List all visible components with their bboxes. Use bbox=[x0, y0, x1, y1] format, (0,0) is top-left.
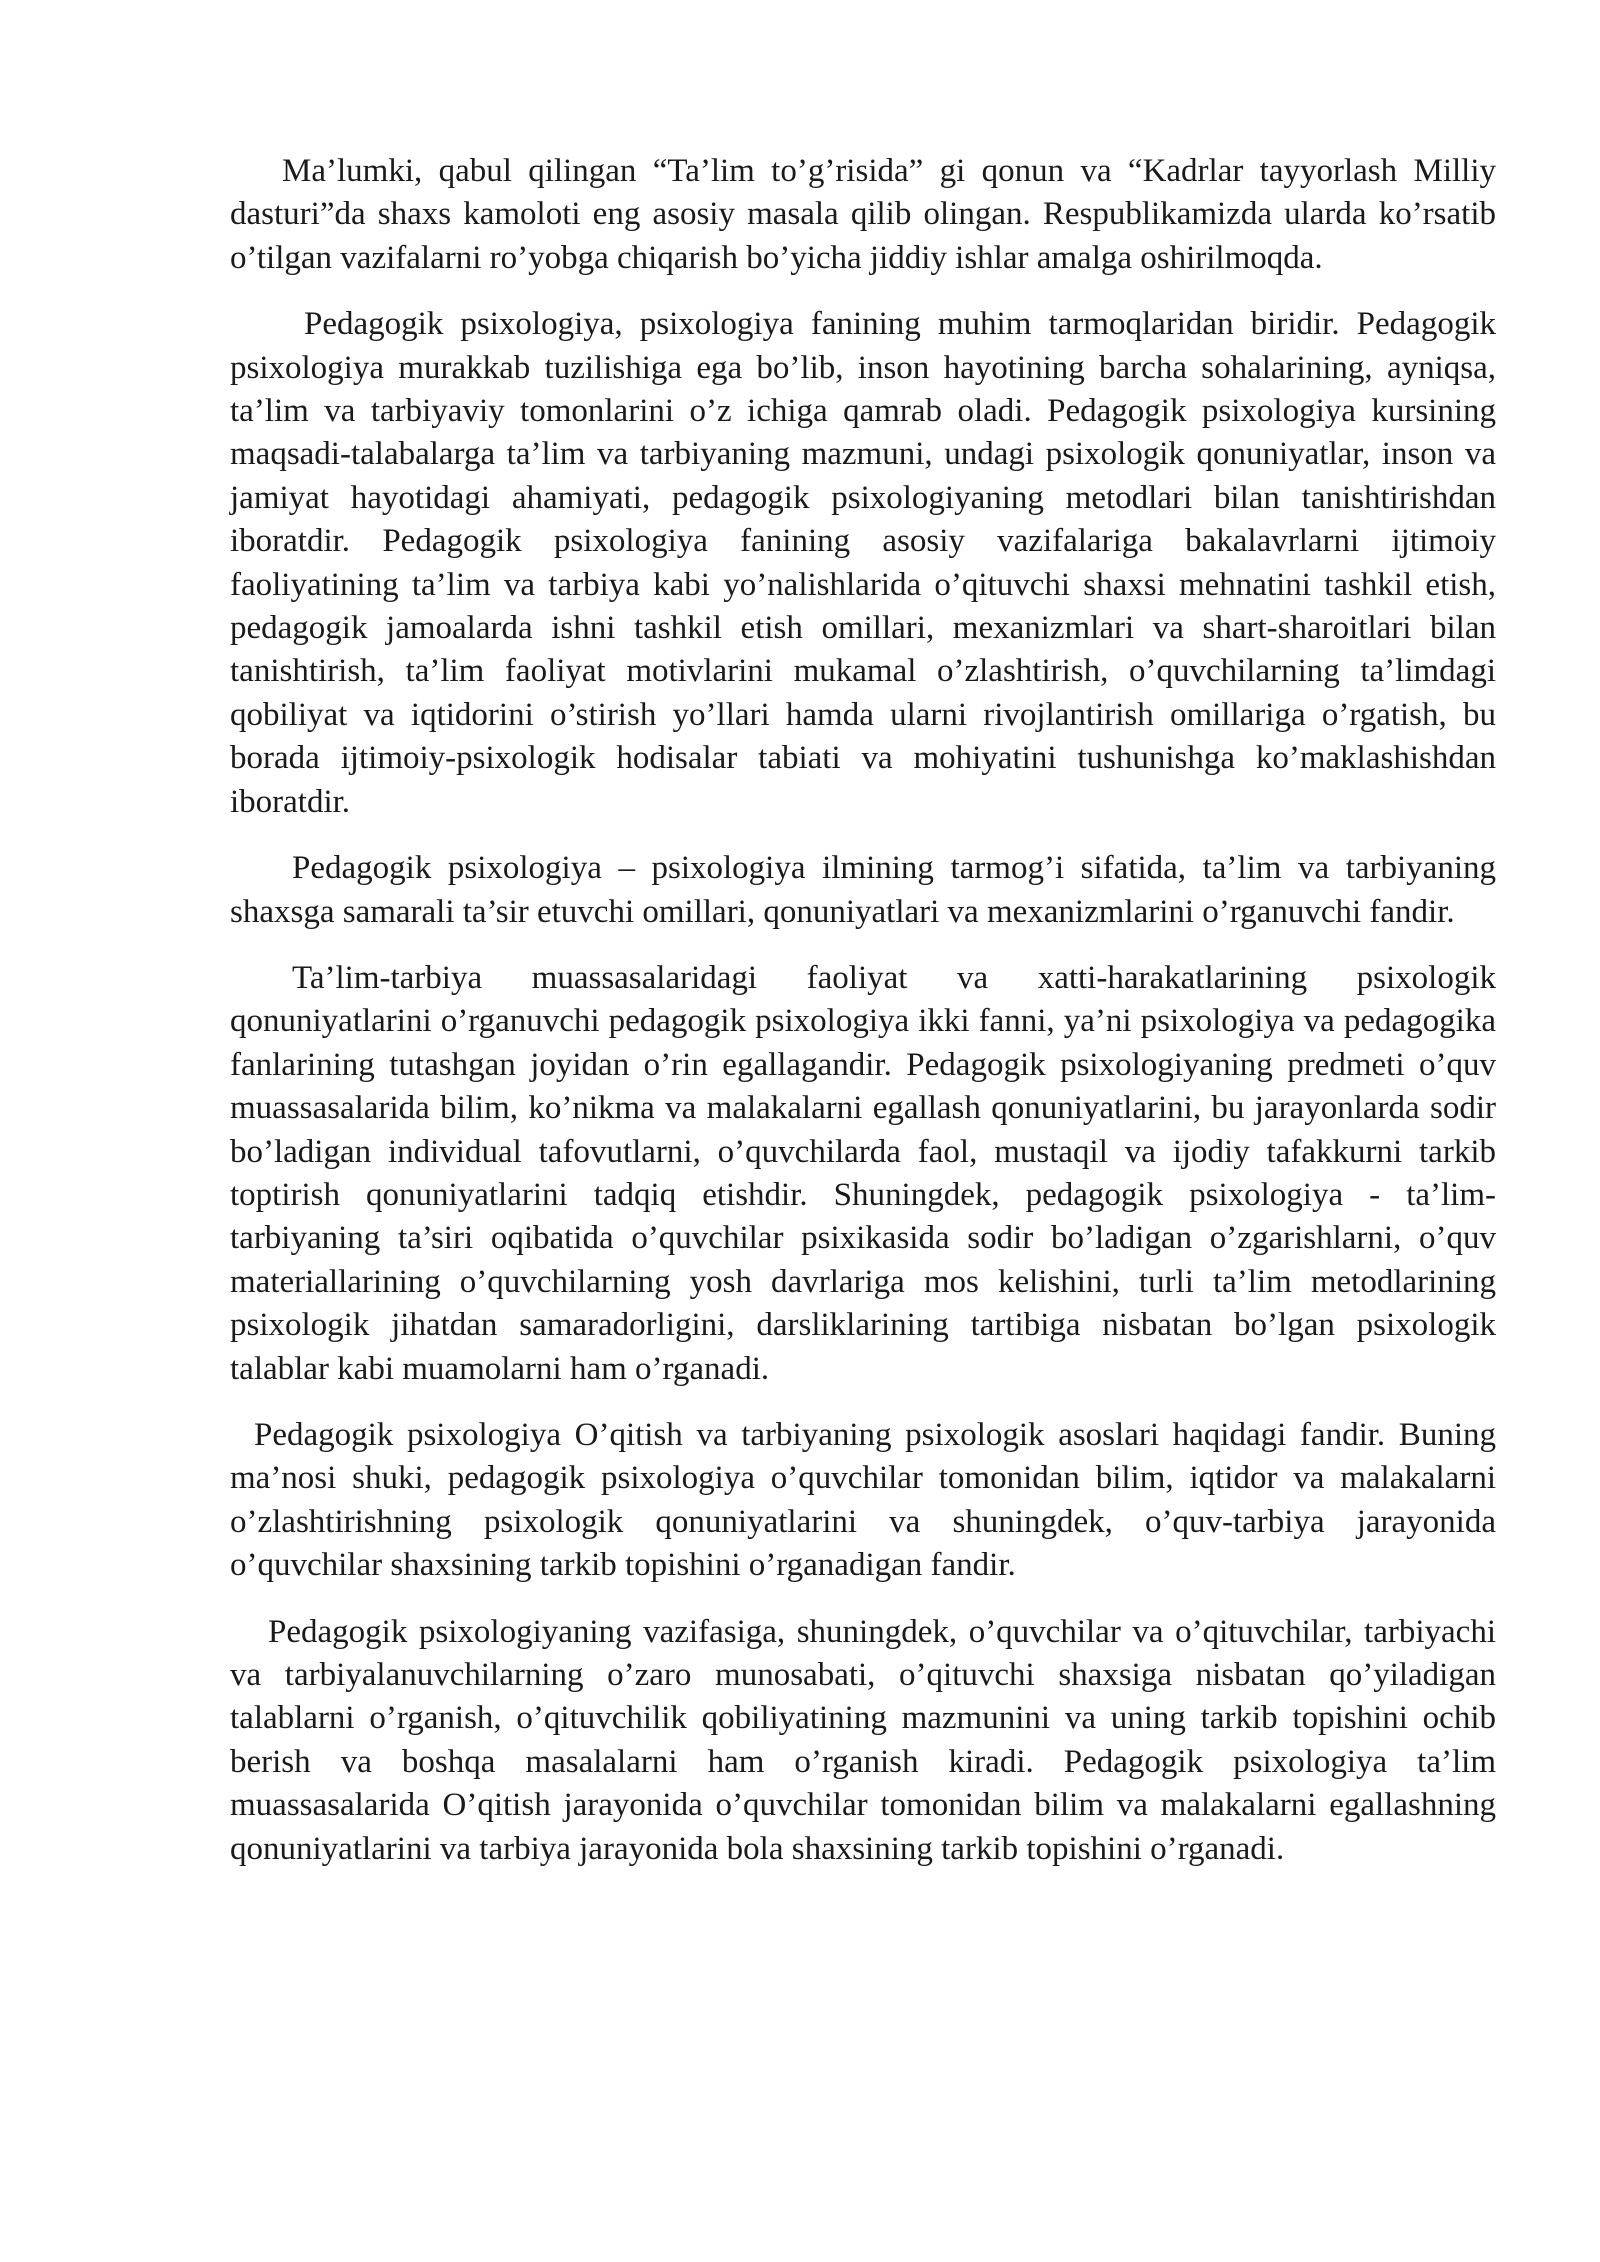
paragraph-6: Pedagogik psixologiyaning vazifasiga, shuningdek, o’quvchilar va o’qituvchilar, tarbiyachi va tarbiyalanuvchilarning o’zaro munosabati, o’qituvchi shaxsiga nisbatan qo’yiladigan talablarni o’rganish, o’qituvchilik qobiliyatining mazmunini va uning tarkib topishini ochib berish va boshqa masalalarni ham o’rganish kiradi. Pedagogik psixologiya ta’lim muassasalarida O’qitish jarayonida o’quvchilar tomonidan bilim va malakalarni egallashning qonuniyatlarini va tarbiya jarayonida bola shaxsining tarkib topishini o’rganadi. bbox=[230, 1613, 1496, 1867]
paragraph-2: Pedagogik psixologiya, psixologiya fanining muhim tarmoqlaridan biridir. Pedagogik psixologiya murakkab tuzilishiga ega bo’lib, inson hayotining barcha sohalarining, ayniqsa, ta’lim va tarbiyaviy tomonlarini o’z ichiga qamrab oladi. Pedagogik psixologiya kursining maqsadi-talabalarga ta’lim va tarbiyaning mazmuni, undagi psixologik qonuniyatlar, inson va jamiyat hayotidagi ahamiyati, pedagogik psixologiyaning metodlari bilan tanishtirishdan iboratdir. Pedagogik psixologiya fanining asosiy vazifalariga bakalavrlarni ijtimoiy faoliyatining ta’lim va tarbiya kabi yo’nalishlarida o’qituvchi shaxsi mehnatini tashkil etish, pedagogik jamoalarda ishni tashkil etish omillari, mexanizmlari va shart-sharoitlari bilan tanishtirish, ta’lim faoliyat motivlarini mukamal o’zlashtirish, o’quvchilarning ta’limdagi qobiliyat va iqtidorini o’stirish yo’llari hamda ularni rivojlantirish omillariga o’rgatish, bu borada ijtimoiy-psixologik hodisalar tabiati va mohiyatini tushunishga ko’maklashishdan iboratdir. bbox=[230, 306, 1496, 820]
paragraph-1: Ma’lumki, qabul qilingan “Ta’lim to’g’risida” gi qonun va “Kadrlar tayyorlash Milliy dasturi”da shaxs kamoloti eng asosiy masala qilib olingan. Respublikamizda ularda ko’rsatib o’tilgan vazifalarni ro’yobga chiqarish bo’yicha jiddiy ishlar amalga oshirilmoqda. bbox=[230, 153, 1496, 276]
document-page bbox=[230, 150, 1496, 1894]
paragraph-5: Pedagogik psixologiya O’qitish va tarbiyaning psixologik asoslari haqidagi fandir. Buning ma’nosi shuki, pedagogik psixologiya o’quvchilar tomonidan bilim, iqtidor va malakalarni o’zlashtirishning psixologik qonuniyatlarini va shuningdek, o’quv-tarbiya jarayonida o’quvchilar shaxsining tarkib topishini o’rganadigan fandir. bbox=[230, 1416, 1496, 1584]
paragraph-3: Pedagogik psixologiya – psixologiya ilmining tarmog’i sifatida, ta’lim va tarbiyaning shaxsga samarali ta’sir etuvchi omillari, qonuniyatlari va mexanizmlarini o’rganuvchi fandir. bbox=[230, 850, 1496, 930]
paragraph-4: Ta’lim-tarbiya muassasalaridagi faoliyat va xatti-harakatlarining psixologik qonuniyatlarini o’rganuvchi pedagogik psixologiya ikki fanni, ya’ni psixologiya va pedagogika fanlarining tutashgan joyidan o’rin egallagandir. Pedagogik psixologiyaning predmeti o’quv muassasalarida bilim, ko’nikma va malakalarni egallash qonuniyatlarini, bu jarayonlarda sodir bo’ladigan individual tafovutlarni, o’quvchilarda faol, mustaqil va ijodiy tafakkurni tarkib toptirish qonuniyatlarini tadqiq etishdir. Shuningdek, pedagogik psixologiya - ta’lim-tarbiyaning ta’siri oqibatida o’quvchilar psixikasida sodir bo’ladigan o’zgarishlarni, o’quv materiallarining o’quvchilarning yosh davrlariga mos kelishini, turli ta’lim metodlarining psixologik jihatdan samaradorligini, darsliklarining tartibiga nisbatan bo’lgan psixologik talablar kabi muamolarni ham o’rganadi. bbox=[230, 959, 1496, 1387]
